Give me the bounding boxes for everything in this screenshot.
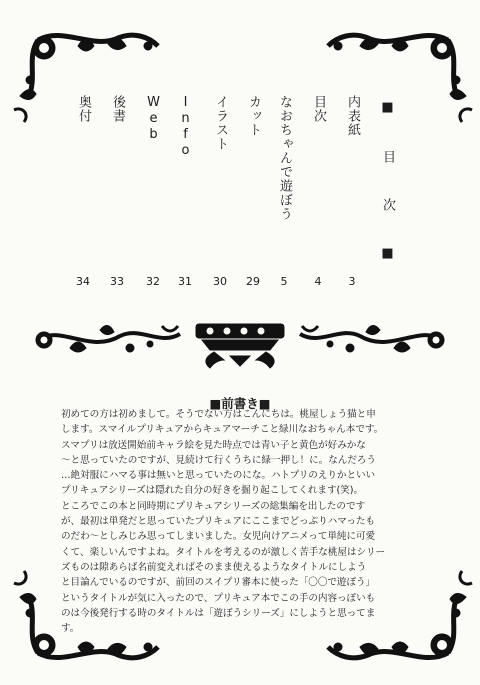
toc-entry-page: 29 xyxy=(246,275,260,288)
preface-line: プリキュアシリーズは隠れた自分の好きを掘り起こしてくれます(笑)。 xyxy=(61,485,363,497)
preface-line: と目論んでいるのですが、前回のスイプリ審本に使った「〇〇で遊ぼう」 xyxy=(61,577,376,589)
toc-entry-page: 34 xyxy=(76,275,90,288)
bottom-right-corner-ornament xyxy=(318,570,478,675)
toc-entry-page: 32 xyxy=(146,275,160,288)
toc-entry-title: イラスト xyxy=(213,95,228,151)
toc-entry-page: 3 xyxy=(348,275,356,288)
preface-line: 初めての方は初めまして。そうでない方はこんにちは。桃屋しょう猫と申 xyxy=(61,409,376,420)
toc-entry-title: なおちゃんで遊ぼう xyxy=(277,95,292,221)
preface-line: す。 xyxy=(61,623,80,635)
toc-entry-title: 目次 xyxy=(311,95,326,123)
center-divider-ornament xyxy=(30,318,450,370)
preface-line: のは今後発行する時のタイトルは「遊ぼうシリーズ」にしようと思ってま xyxy=(61,607,376,619)
preface-line: くて、楽しいんですよね。タイトルを考えるのが激しく苦手な桃屋はシリー xyxy=(61,546,386,558)
toc-entry-title: 奥付 xyxy=(76,95,91,123)
preface-line: ズものは隙あらば名前変えればそのまま使えるようなタイトルにしよう xyxy=(61,561,367,573)
preface-line: ところでこの本と同時期にプリキュアシリーズの総集編を出したのです xyxy=(61,500,366,512)
toc-entry-page: 33 xyxy=(110,275,124,288)
bottom-left-corner-ornament xyxy=(8,570,168,675)
toc-entry-page: 31 xyxy=(178,275,192,288)
preface-line: のだわ〜としみじみ思ってしまいました。女児向けアニメって単純に可愛 xyxy=(61,531,376,543)
toc-entry-title: 後書 xyxy=(110,95,125,123)
preface-line: します。スマイルプリキュアからキュアマーチこと緑川なおちゃん本です。 xyxy=(61,424,384,436)
toc-heading: ■ 目 次 ■ xyxy=(380,100,395,271)
table-of-contents xyxy=(60,95,400,295)
toc-entry-page: 4 xyxy=(314,275,322,288)
toc-entry-title: Web xyxy=(146,95,161,143)
preface-line: が、最初は単発だと思っていたプリキュアにここまでどっぷりハマったも xyxy=(61,516,375,528)
preface-line: というタイトルが気に入ったので、プリキュア本でこの手の内容っぽいも xyxy=(61,592,376,604)
toc-entry-title: カット xyxy=(246,95,261,137)
preface-line: …絶対服にハマる事は無いと思っていたのにな。ハトプリのえりかといい xyxy=(61,470,376,482)
preface-line: 〜と思っていたのですが、見続けて行くうちに緑一押し！に。なんだろう xyxy=(61,454,376,466)
preface-heading: ■前書き■ xyxy=(209,396,271,411)
toc-entry-title: Info xyxy=(178,95,193,159)
toc-entry-page: 5 xyxy=(280,275,288,288)
preface-line: スマプリは放送開始前キャラ絵を見た時点では青い子と黄色が好みかな xyxy=(61,439,366,451)
toc-entry-page: 30 xyxy=(213,275,227,288)
toc-entry-title: 内表紙 xyxy=(345,95,360,137)
